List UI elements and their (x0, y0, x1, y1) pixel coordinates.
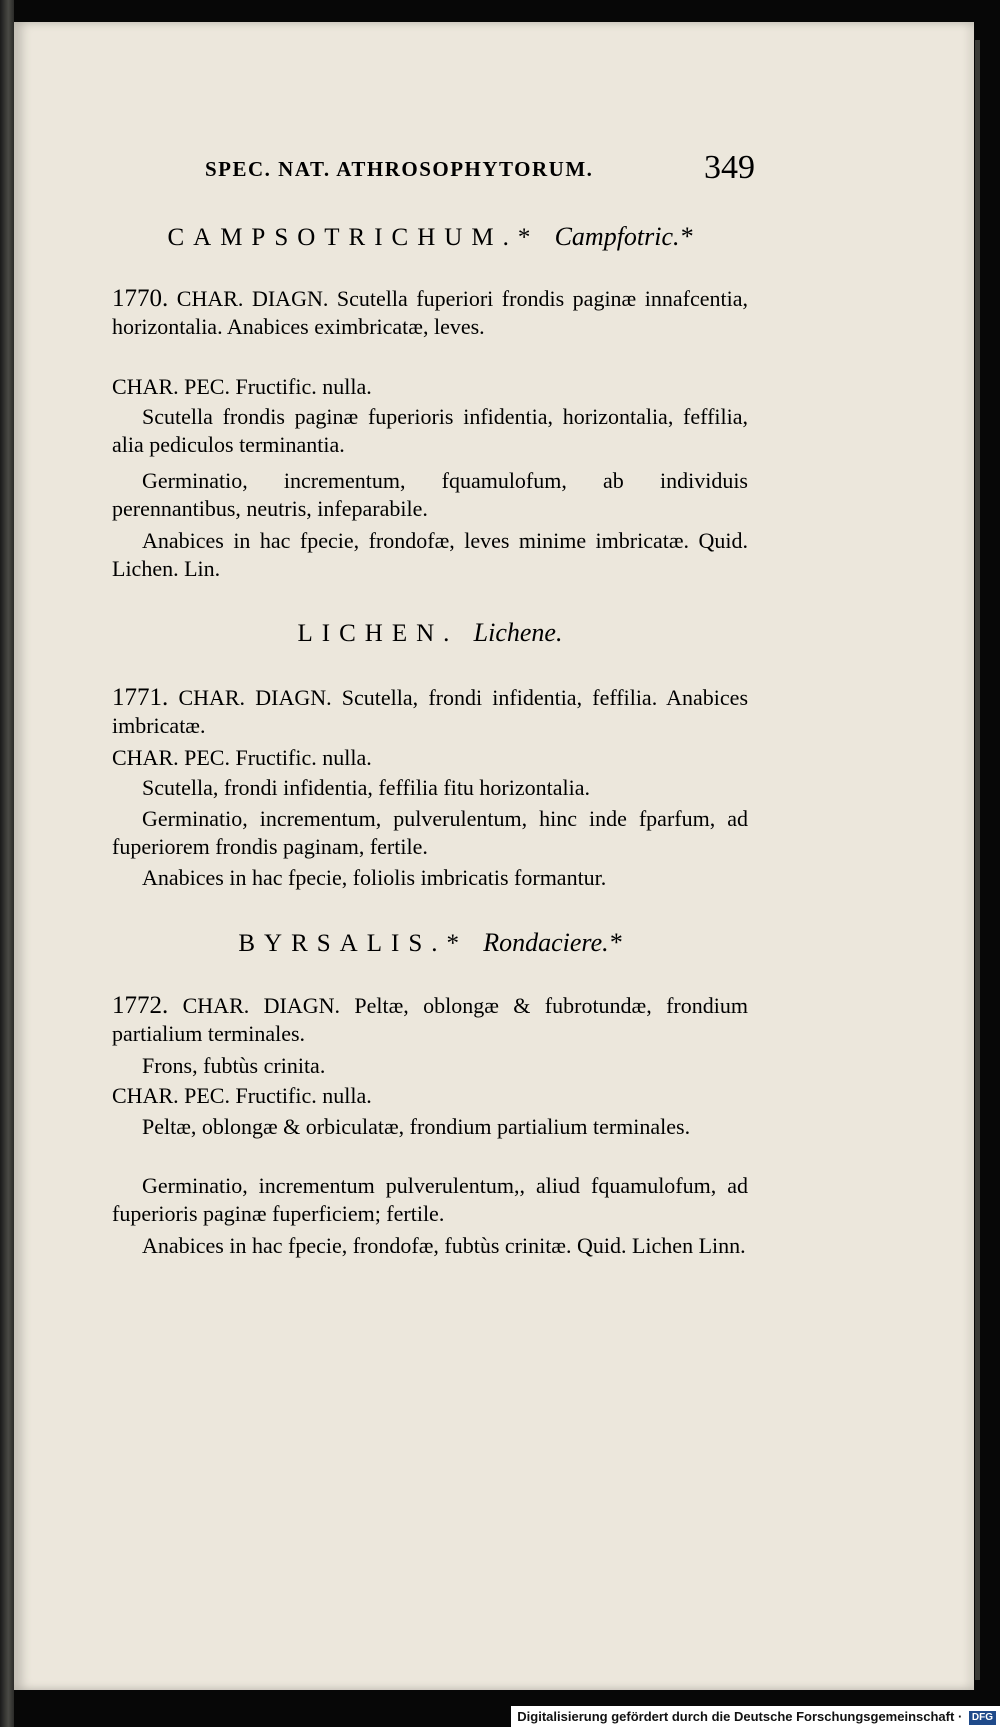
entry-1771-scutella: Scutella, frondi infidentia, feffilia fitu horizontalia. (142, 775, 591, 800)
book-binding-edge (0, 0, 14, 1727)
entry-1771-anabices: Anabices in hac fpecie, foliolis imbricatis formantur. (142, 865, 607, 890)
entry-1770-diagnosis: 1770. CHAR. DIAGN. Scutella fuperiori frondis paginæ innafcentia, horizontalia. Anabices eximbricatæ, leves. (112, 285, 748, 339)
entry-1772-frons: Frons, fubtùs crinita. (142, 1053, 326, 1078)
page-number: 349 (704, 149, 755, 186)
entry-1772-anabices: Anabices in hac fpecie, frondofæ, fubtùs crinitæ. Quid. Lichen Linn. (142, 1233, 746, 1258)
entry-1772-char-pec: CHAR. PEC. Fructific. nulla. (112, 1083, 372, 1108)
entry-1771-diagnosis: 1771. CHAR. DIAGN. Scutella, frondi infidentia, feffilia. Anabices imbricatæ. (112, 684, 749, 738)
dfg-logo: DFG (969, 1711, 996, 1725)
entry-1770-char-pec: CHAR. PEC. Fructific. nulla. (112, 374, 372, 399)
section-title-lichen: LICHEN. Lichene. (297, 618, 563, 647)
section-title-campsotrichum: CAMPSOTRICHUM.* Campfotric.* (167, 222, 693, 251)
entry-1772-germinatio: Germinatio, incrementum pulverulentum,, aliud fquamulofum, ad fuperioris paginæ fuperficiem; fertile. (112, 1173, 748, 1226)
digitization-credit: Digitalisierung gefördert durch die Deutsche Forschungsgemeinschaft · DFG (511, 1706, 1000, 1727)
entry-1771-char-pec: CHAR. PEC. Fructific. nulla. (112, 745, 372, 770)
page-edge (975, 40, 980, 1680)
entry-1770-germinatio: Germinatio, incrementum, fquamulofum, ab individuis perennantibus, neutris, infeparabile. (112, 468, 748, 521)
running-head-text: SPEC. NAT. ATHROSOPHYTORUM. (205, 157, 594, 181)
entry-1771-germinatio: Germinatio, incrementum, pulverulentum, hinc inde fparfum, ad fuperiorem frondis paginam, fertile. (112, 806, 748, 859)
entry-1770-scutella: Scutella frondis paginæ fuperioris infidentia, horizontalia, feffilia, alia pediculos terminantia. (112, 404, 748, 457)
entry-1772-peltae: Peltæ, oblongæ & orbiculatæ, frondium partialium terminales. (142, 1114, 691, 1139)
running-head (205, 149, 765, 186)
section-title-byrsalis: BYRSALIS.* Rondaciere.* (238, 928, 622, 957)
entry-1770-anabices: Anabices in hac fpecie, frondofæ, leves minime imbricatæ. Quid. Lichen. Lin. (112, 528, 748, 581)
entry-1772-diagnosis: 1772. CHAR. DIAGN. Peltæ, oblongæ & fubrotundæ, frondium partialium terminales. (112, 992, 748, 1046)
